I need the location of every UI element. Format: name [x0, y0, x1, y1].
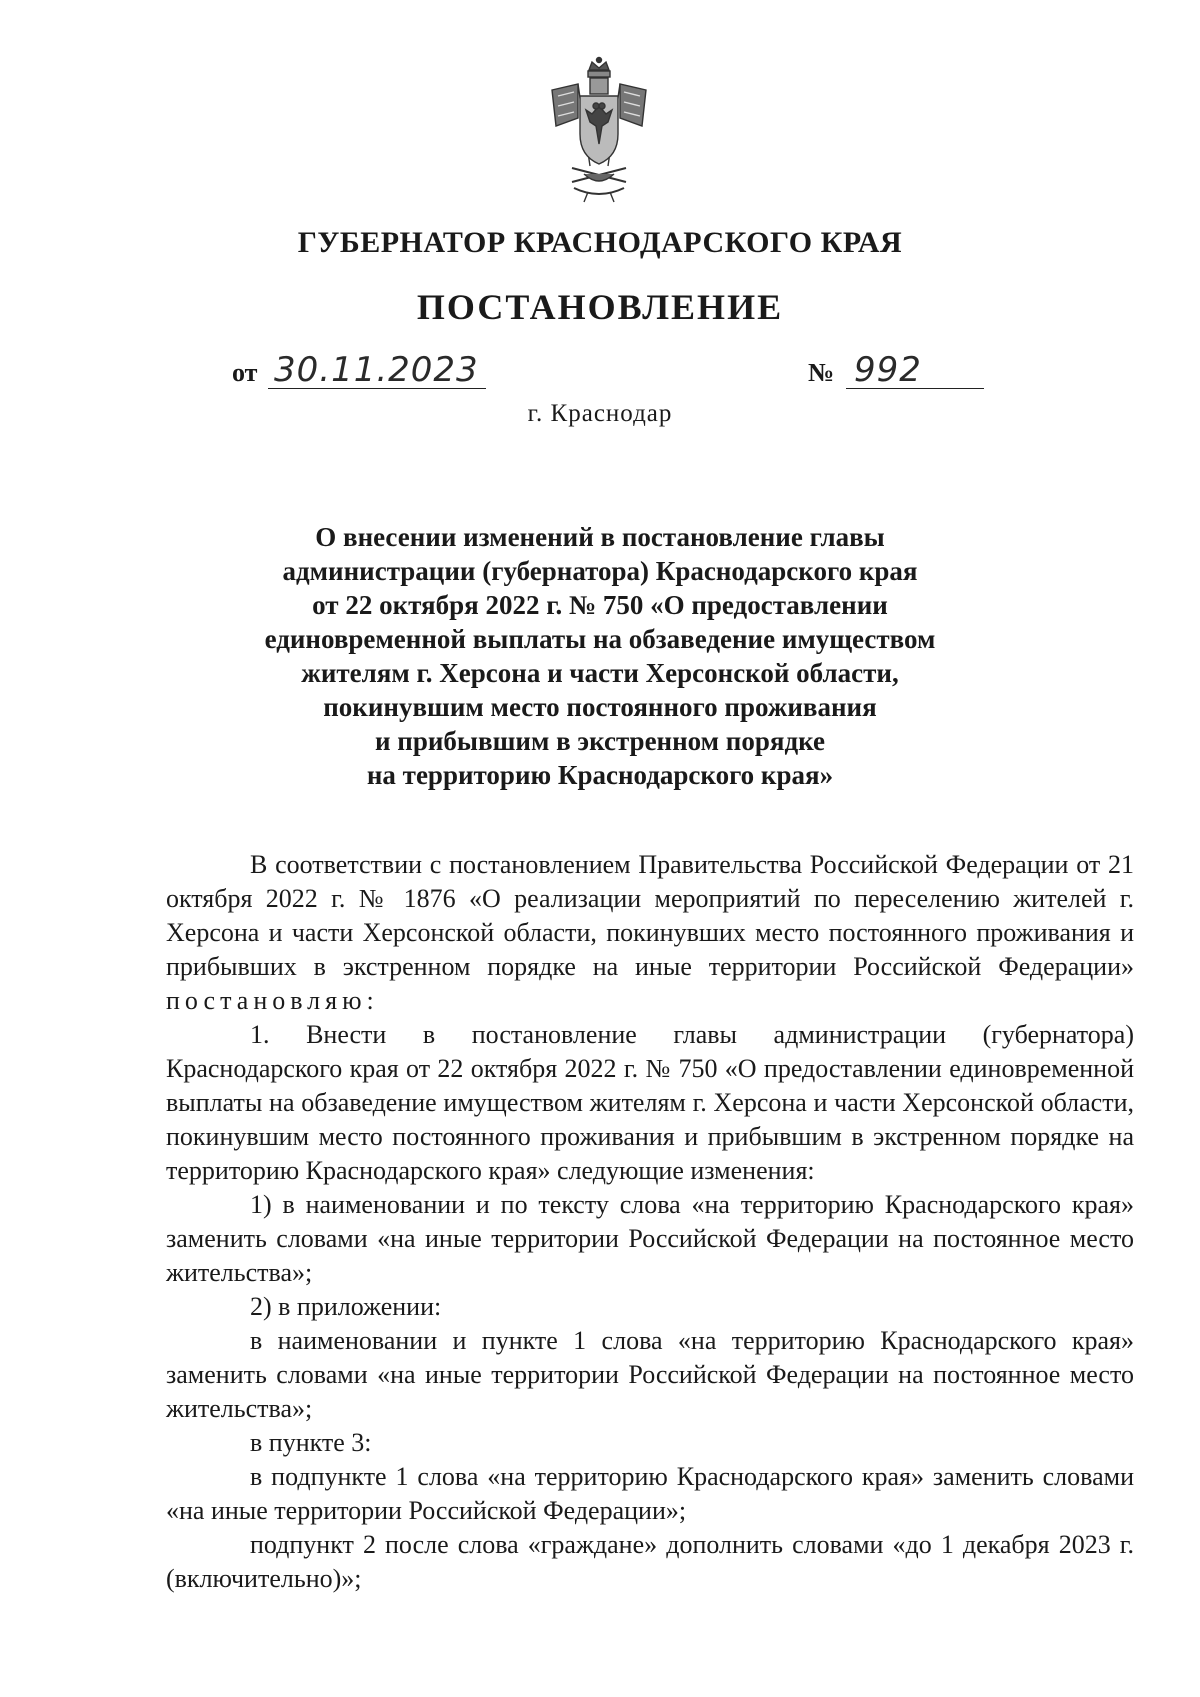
- number-prefix: №: [808, 358, 835, 387]
- document-body: [166, 848, 1134, 1596]
- city: г. Краснодар: [527, 400, 673, 427]
- date-value: 30.11.2023: [268, 350, 486, 389]
- title-line: покинувшим место постоянного проживания: [323, 692, 877, 722]
- date-prefix: от: [232, 358, 258, 387]
- number-value: 992: [846, 350, 984, 389]
- document-title: [250, 520, 950, 792]
- title-line: О внесении изменений в постановление главы: [315, 522, 885, 552]
- title-line: и прибывшим в экстренном порядке: [375, 726, 825, 756]
- decree-word: постановляю:: [166, 986, 379, 1015]
- paragraph-1: 1. Внести в постановление главы администрации (губернатора) Краснодарского края от 22 октября 2022 г. № 750 «О предоставлении единовременной выплаты на обзаведение имуществом жителям г. Херсона и части Херсонской области, покинувшим место постоянного проживания и прибывшим в экстренном порядке на территорию Краснодарского края» следующие изменения:: [166, 1020, 1134, 1185]
- subparagraph-2: 2) в приложении:: [250, 1292, 442, 1321]
- title-line: на территорию Краснодарского края»: [366, 760, 834, 790]
- date-number-row: [0, 350, 1200, 396]
- title-line: единовременной выплаты на обзаведение имуществом: [264, 624, 936, 654]
- title-line: жителям г. Херсона и части Херсонской области,: [301, 658, 899, 688]
- document-type: ПОСТАНОВЛЕНИЕ: [416, 287, 784, 327]
- title-line: администрации (губернатора) Краснодарского края: [282, 556, 918, 586]
- krasnodar-coat-of-arms-icon: [544, 56, 654, 204]
- issuing-authority: ГУБЕРНАТОР КРАСНОДАРСКОГО КРАЯ: [297, 226, 903, 259]
- preamble-paragraph: [166, 848, 1134, 1018]
- subparagraph-2-item-c: в подпункте 1 слова «на территорию Краснодарского края» заменить словами «на иные территории Российской Федерации»;: [166, 1462, 1134, 1525]
- subparagraph-2-item-d: подпункт 2 после слова «граждане» дополнить словами «до 1 декабря 2023 г. (включительно)»;: [166, 1530, 1134, 1593]
- subparagraph-1: 1) в наименовании и по тексту слова «на территорию Краснодарского края» заменить словами «на иные территории Российской Федерации на постоянное место жительства»;: [166, 1190, 1134, 1287]
- subparagraph-2-item-a: в наименовании и пункте 1 слова «на территорию Краснодарского края» заменить словами «на иные территории Российской Федерации на постоянное место жительства»;: [166, 1326, 1134, 1423]
- preamble-text: В соответствии с постановлением Правительства Российской Федерации от 21 октября 2022 г. № 1876 «О реализации мероприятий по переселению жителей г. Херсона и части Херсонской области, покинувших место постоянного проживания и прибывших в экстренном порядке на иные территории Российской Федерации»: [166, 850, 1134, 981]
- title-line: от 22 октября 2022 г. № 750 «О предоставлении: [312, 590, 888, 620]
- subparagraph-2-item-b: в пункте 3:: [250, 1428, 372, 1457]
